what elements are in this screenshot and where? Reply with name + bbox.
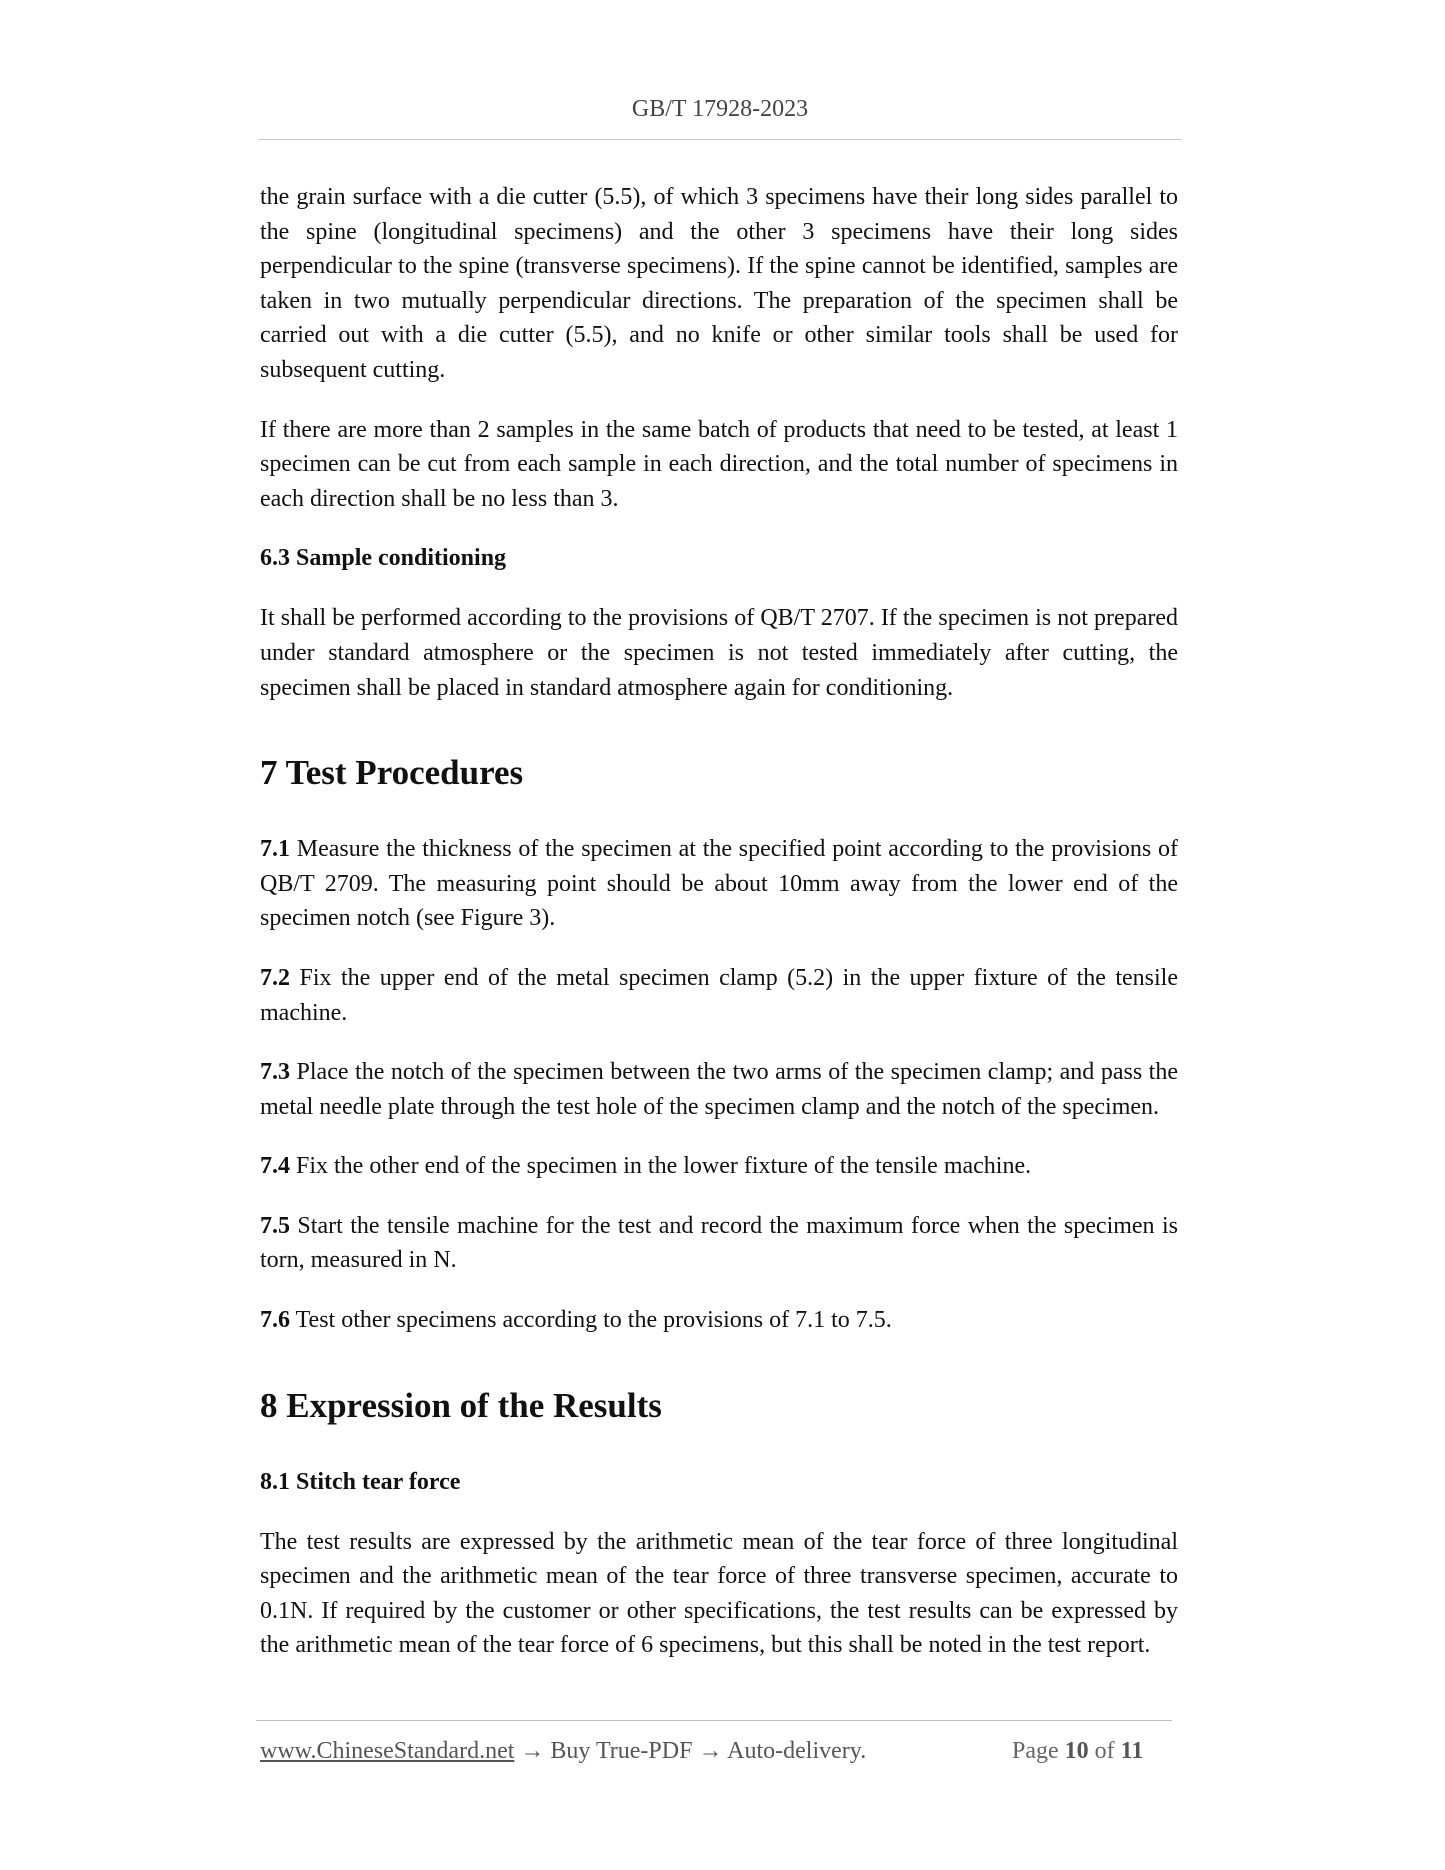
auto-delivery-text: Auto-delivery.	[727, 1738, 867, 1764]
header-divider	[258, 139, 1182, 140]
clause-number: 7.4	[260, 1153, 290, 1180]
clause-text: Test other specimens according to the provisions of 7.1 to 7.5.	[290, 1307, 892, 1334]
clause-7-5	[260, 1209, 1178, 1278]
paragraph-conditioning: It shall be performed according to the provisions of QB/T 2707. If the specimen is not prepared under standard atmosphere or the specimen is not tested immediately after cutting, the specimen shall be placed in standard atmosphere again for conditioning.	[260, 605, 1178, 701]
page-total: 11	[1120, 1738, 1144, 1764]
paragraph-batch-samples: If there are more than 2 samples in the same batch of products that need to be tested, at least 1 specimen can be cut from each sample in each direction, and the total number of specimens in each direction shall be no less than 3.	[260, 416, 1178, 512]
page-current: 10	[1064, 1738, 1089, 1764]
section-heading-test-procedures: 7 Test Procedures	[260, 753, 524, 793]
clause-7-2	[260, 961, 1178, 1030]
document-body	[260, 180, 1178, 1688]
page-indicator	[1012, 1738, 1143, 1765]
website-link[interactable]: www.ChineseStandard.net	[260, 1738, 515, 1764]
of-label: of	[1094, 1738, 1115, 1764]
page-header-title: GB/T 17928-2023	[631, 96, 809, 122]
clause-text: Fix the other end of the specimen in the lower fixture of the tensile machine.	[290, 1153, 1032, 1180]
subheading-sample-conditioning: 6.3 Sample conditioning	[260, 545, 507, 572]
clause-text: Place the notch of the specimen between the two arms of the specimen clamp; and pass the metal needle plate through the test hole of the specimen clamp and the notch of the specimen.	[260, 1059, 1178, 1120]
clause-text: Measure the thickness of the specimen at the specified point according to the provisions of QB/T 2709. The measuring point should be about 10mm away from the lower end of the specimen notch (see Figure 3).	[260, 836, 1178, 932]
subheading-stitch-tear-force: 8.1 Stitch tear force	[260, 1468, 461, 1495]
page-label: Page	[1012, 1738, 1059, 1764]
clause-number: 7.6	[260, 1307, 290, 1334]
buy-true-pdf-text: Buy True-PDF	[550, 1738, 693, 1764]
paragraph-results-expression: The test results are expressed by the arithmetic mean of the tear force of three longitudinal specimen and the arithmetic mean of the tear force of three transverse specimen, accurate to 0.1N. If required by the customer or other specifications, the test results can be expressed by the arithmetic mean of the tear force of 6 specimens, but this shall be noted in the test report.	[260, 1528, 1178, 1659]
clause-7-3	[260, 1055, 1178, 1124]
clause-text: Start the tensile machine for the test and record the maximum force when the specimen is torn, measured in N.	[260, 1212, 1178, 1274]
section-heading-expression-of-results: 8 Expression of the Results	[260, 1385, 662, 1425]
footer-divider	[256, 1720, 1172, 1721]
clause-7-1	[260, 832, 1178, 936]
clause-text: Fix the upper end of the metal specimen clamp (5.2) in the upper fixture of the tensile machine.	[260, 964, 1178, 1026]
arrow-right-icon: →	[698, 1738, 723, 1764]
clause-number: 7.2	[260, 964, 290, 991]
paragraph-specimen-cutting: the grain surface with a die cutter (5.5), of which 3 specimens have their long sides parallel to the spine (longitudinal specimens) and the other 3 specimens have their long sides perpendicular to the spine (transverse specimens). If the spine cannot be identified, samples are taken in two mutually perpendicular directions. The preparation of the specimen shall be carried out with a die cutter (5.5), and no knife or other similar tools shall be used for subsequent cutting.	[260, 184, 1178, 383]
clause-number: 7.1	[260, 836, 290, 863]
clause-7-4	[260, 1149, 1178, 1184]
arrow-right-icon: →	[520, 1738, 545, 1764]
clause-number: 7.5	[260, 1212, 290, 1239]
footer-promo	[260, 1738, 866, 1765]
clause-number: 7.3	[260, 1059, 290, 1086]
clause-7-6	[260, 1303, 1178, 1338]
